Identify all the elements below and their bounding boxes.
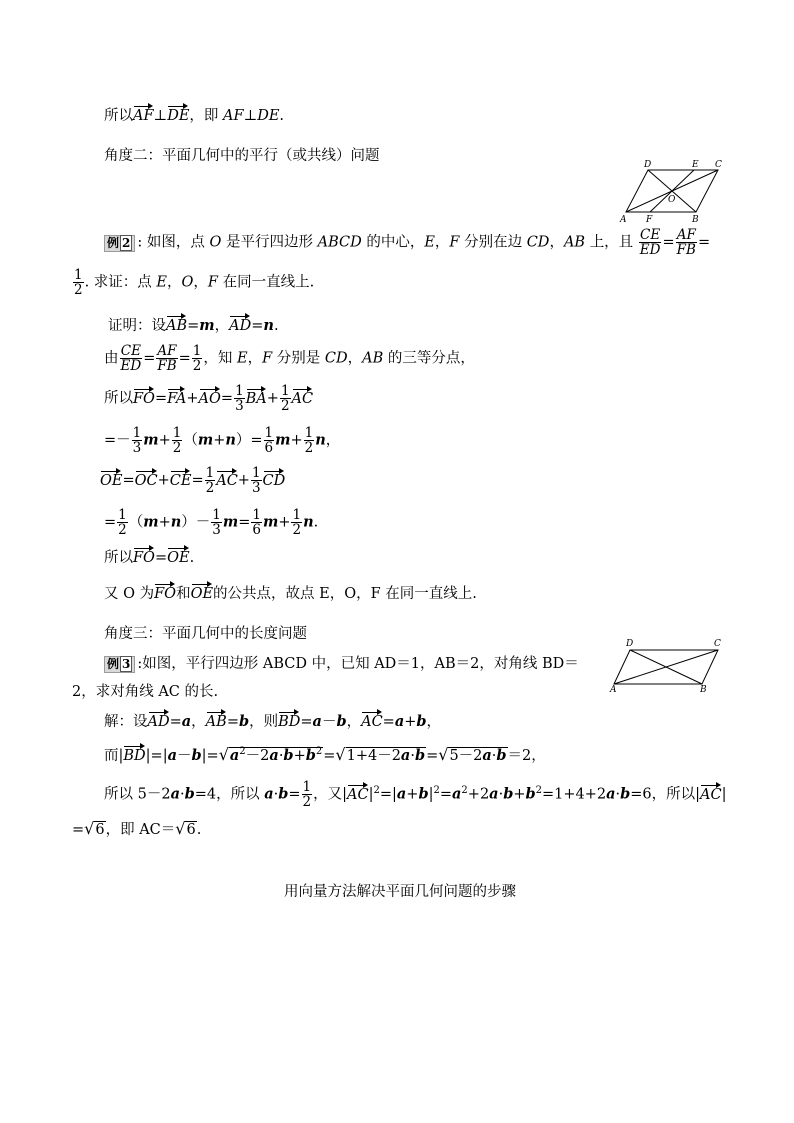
label-A: A bbox=[610, 685, 617, 694]
label-D: D bbox=[644, 160, 652, 170]
label-C: C bbox=[714, 639, 721, 649]
solution-line-1: 解：设AD=a，AB=b，则BD=a－b，AC=a+b， bbox=[104, 713, 442, 730]
label-F: F bbox=[646, 215, 653, 225]
example-tag: 例 3 bbox=[104, 656, 135, 673]
proof-line-1: 证明：设AB=m，AD=n. bbox=[108, 317, 279, 334]
proof-line-2: 由 $\frac{CE}{ED}$ = $\frac{AF}{FB}$ = $\frac{1}{2}$ ，知 E，F 分别是 CD，AB 的三等分点， bbox=[104, 343, 475, 375]
example-3: 例 3 :如图，平行四边形 ABCD 中，已知 AD＝1，AB＝2，对角线 BD＝ bbox=[104, 652, 579, 673]
text-line: 所以AF⊥DE，即 AF⊥DE. bbox=[104, 104, 284, 125]
parallelogram-figure-1 bbox=[612, 156, 730, 228]
label-O: O bbox=[668, 195, 676, 205]
label-B: B bbox=[692, 215, 699, 225]
example-3-cont: 2，求对角线 AC 的长. bbox=[72, 684, 219, 700]
proof-line-8: 又 O 为FO和OE的公共点，故点 E，O，F 在同一直线上. bbox=[104, 582, 477, 603]
section-heading: 角度三：平面几何中的长度问题 bbox=[104, 626, 307, 642]
proof-line-6: = $\frac{1}{2}$ （m+n）－ $\frac{1}{3}$ m= $\frac{1}{6}$ m+ $\frac{1}{2}$ n. bbox=[104, 507, 319, 539]
proof-line-5: OE=OC+CE= $\frac{1}{2}$ AC+ $\frac{1}{3}$ CD bbox=[100, 465, 286, 497]
example-tag: 例 2 bbox=[104, 235, 135, 252]
label-D: D bbox=[626, 639, 634, 649]
parallelogram-figure-2 bbox=[608, 636, 726, 694]
example-2: 例 2 : 如图，点 O 是平行四边形 ABCD 的中心，E，F 分别在边 CD，AB 上，且 $\frac{CE}{ED}$ = $\frac{AF}{FB}$ = bbox=[104, 228, 710, 257]
footer-heading: 用向量方法解决平面几何问题的步骤 bbox=[284, 884, 516, 900]
label-B: B bbox=[700, 685, 707, 694]
proof-line-4: =－ $\frac{1}{3}$ m+ $\frac{1}{2}$ （m+n）= $\frac{1}{6}$ m+ $\frac{1}{2}$ n， bbox=[104, 425, 341, 457]
proof-line-3: 所以FO=FA+AO= $\frac{1}{3}$ BA+ $\frac{1}{2}$ AC bbox=[104, 383, 314, 415]
solution-line-3: 所以 5－2a·b=4，所以 a·b= $\frac{1}{2}$ ，又$|AC|^2=|a+b|^2=a^2+2a\cdot b+b^2=1+4+2a\cdot b=6$，所以|AC| bbox=[104, 779, 727, 811]
label-A: A bbox=[620, 215, 627, 225]
solution-line-4: =√6，即 AC＝√6. bbox=[72, 819, 202, 838]
example-2-cont: $\frac{1}{2}$ . 求证：点 E，O，F 在同一直线上. bbox=[74, 267, 315, 299]
solution-line-2: 而$|BD|=|a-b|=√a^2-2a\cdot b+b^2=√1+4-2a\cdot b=√5-2a\cdot b=2$， bbox=[104, 745, 546, 764]
section-heading: 角度二：平面几何中的平行（或共线）问题 bbox=[104, 148, 380, 164]
label-C: C bbox=[715, 160, 722, 170]
label-E: E bbox=[692, 160, 699, 170]
proof-line-7: 所以FO=OE. bbox=[104, 546, 194, 567]
